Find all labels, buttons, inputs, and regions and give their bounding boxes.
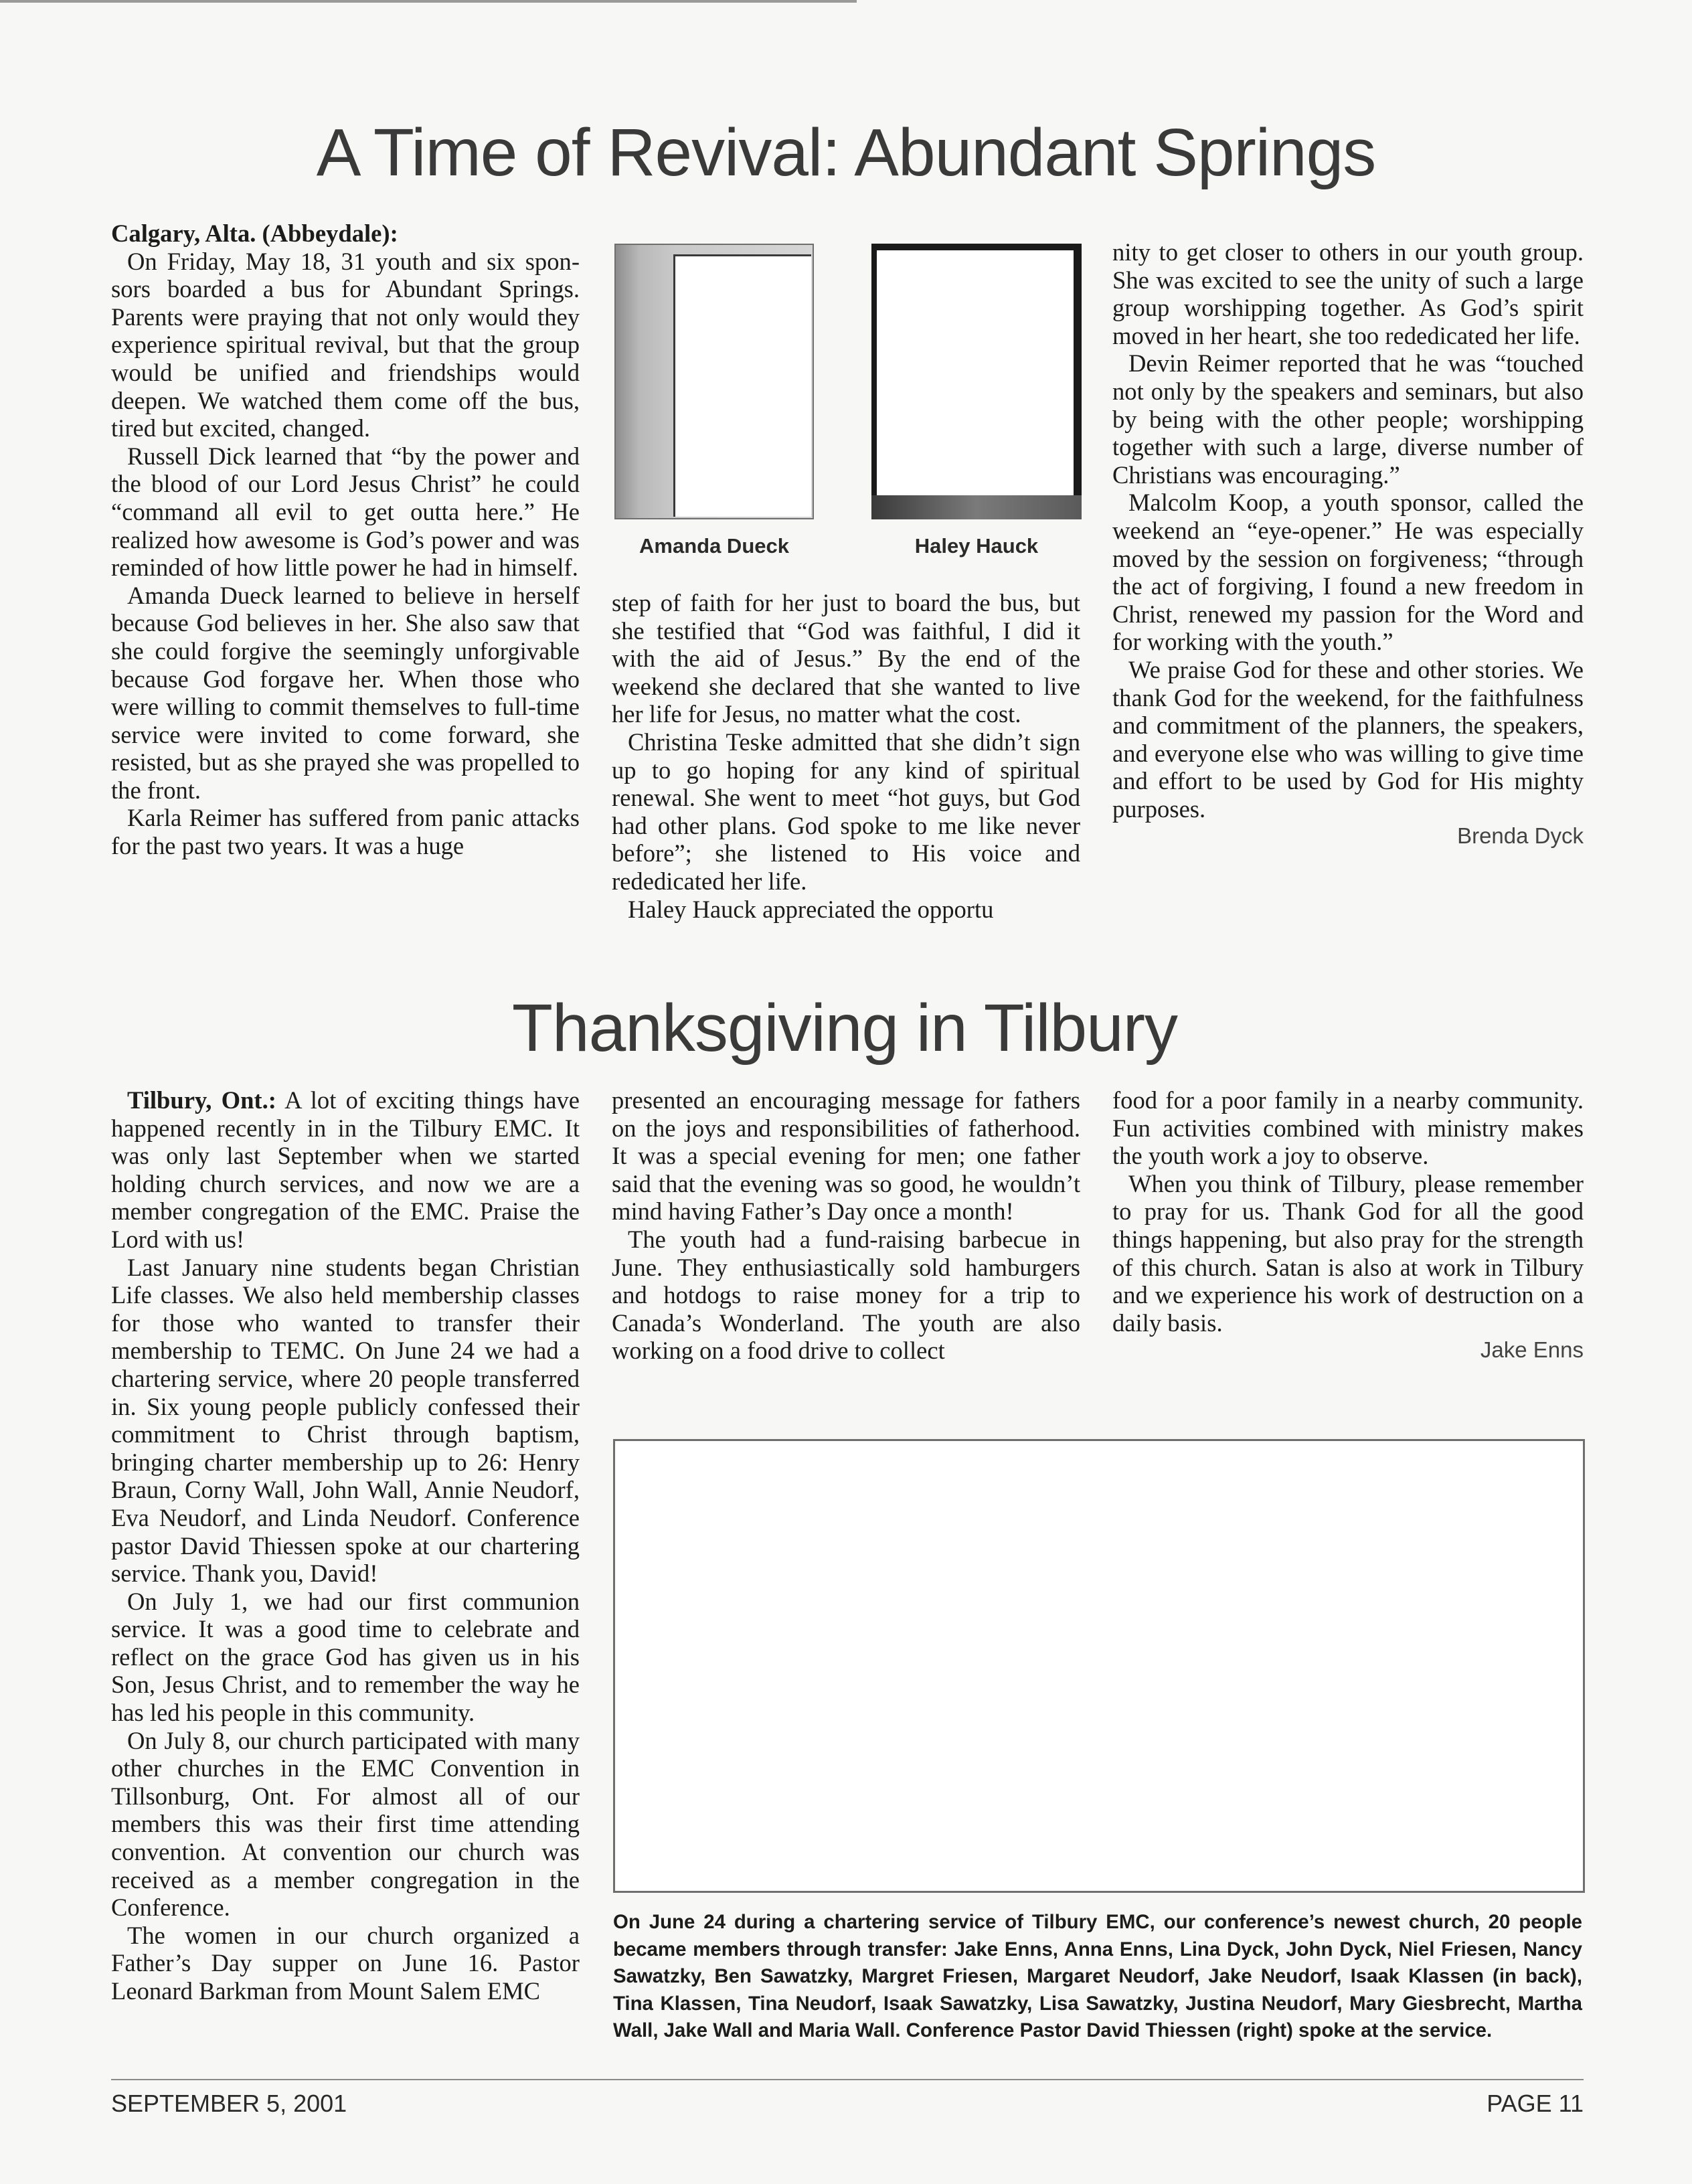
article2-column-2 (612, 1086, 1080, 1365)
article1-column-1 (111, 220, 580, 860)
article1-dateline: Calgary, Alta. (Abbeydale): (111, 220, 398, 247)
article1-byline: Brenda Dyck (1457, 823, 1584, 849)
amanda-dueck-photo (614, 244, 814, 519)
article2-paragraph: On July 1, we had our first communion service. It was a good time to celebrate and reflect on the grace God has given us in his Son, Jesus Christ, and to remember the way he has led his people in this community. (111, 1587, 580, 1727)
footer-page-number: PAGE 11 (1487, 2090, 1584, 2117)
article1-paragraph: Christina Teske admitted that she didn’t sign up to go hoping for any kind of spiritual renewal. She went to meet “hot guys, but God had other plans. God spoke to me like never before”; she listened to His voice and rededicated her life. (612, 728, 1080, 895)
article-headline-tilbury: Thanksgiving in Tilbury (511, 991, 1178, 1066)
article1-paragraph: We praise God for these and other stories. We thank God for the weekend, for the faithfulness and commitment of the planners, the speakers, and everyone else who was willing to give time and effort to be used by God for His mighty purposes. (1112, 655, 1584, 823)
article2-dateline: Tilbury, Ont.: (127, 1086, 276, 1114)
article1-paragraph: Karla Reimer has suffered from panic attacks for the past two years. It was a huge (111, 804, 580, 860)
article1-paragraph: Russell Dick learned that “by the power and the blood of our Lord Jesus Christ” he could “command all evil to get outta here.” He realized how awesome is God’s power and was reminded of how little power he had in himself. (111, 442, 580, 582)
article1-paragraph: Devin Reimer reported that he was “touched not only by the speakers and seminars, but also by being with the other people; worshipping together with such a large, diverse number of Christians was encouraging.” (1112, 349, 1584, 489)
article2-column-1 (111, 1086, 580, 2005)
article1-paragraph: Haley Hauck appreciated the opportu (628, 895, 994, 923)
article2-first-paragraph (111, 1086, 580, 1254)
article2-paragraph: When you think of Tilbury, please remember to pray for us. Thank God for all the good things happening, but also pray for the strength of this church. Satan is also at work in Tilbury and we experience his work of destruction on a daily basis. (1112, 1169, 1584, 1337)
article2-paragraph: Last January nine students began Christian Life classes. We also held membership classes for those who wanted to transfer their membership to TEMC. On June 24 we had a chartering service, where 20 people transferred in. Six young people publicly confessed their commitment to Christ through baptism, bringing charter membership up to 26: Henry Braun, Corny Wall, John Wall, Annie Neudorf, Eva Neudorf, and Linda Neudorf. Conference pastor David Thiessen spoke at our chartering service. Thank you, David! (111, 1253, 580, 1588)
article2-lead-text: A lot of exciting things have happened recently in in the Tilbury EMC. It was only last September when we started holding church services, and now we are a member congregation of the EMC. Praise the Lord with us! (111, 1086, 580, 1253)
article2-column-3 (1112, 1086, 1584, 1363)
article2-paragraph: The women in our church organized a Father’s Day supper on June 16. Pastor Leonard Barkman from Mount Salem EMC (111, 1921, 580, 2005)
chartering-service-group-photo (613, 1439, 1585, 1893)
article2-paragraph: The youth had a fund-raising barbecue in June. They enthusiastically sold hamburgers and hotdogs to raise money for a trip to Canada’s Wonderland. The youth are also working on a food drive to collect (612, 1225, 1080, 1365)
page-top-rule (0, 0, 857, 3)
footer-date: SEPTEMBER 5, 2001 (111, 2090, 347, 2117)
article2-paragraph: On July 8, our church participated with many other churches in the EMC Convention in Tillsonburg, Ont. For almost all of our members this was their first time attending convention. At convention our church was received as a member congregation in the Conference. (111, 1726, 580, 1922)
article1-paragraph: nity to get closer to others in our youth group. She was excited to see the unity of such a large group worshipping together. As God’s spirit moved in her heart, she too rededicated her life. (1112, 238, 1584, 349)
article1-paragraph: On Friday, May 18, 31 youth and six sponsors boarded a bus for Abundant Springs. Parents were praying that not only would they experience spiritual revival, but that the group would be unified and friendships would deepen. We watched them come off the bus, tired but excited, changed. (111, 247, 580, 442)
article1-paragraph: Amanda Dueck learned to believe in herself because God believes in her. She also saw that she could forgive the seemingly unforgivable because God forgave her. When those who were willing to commit themselves to full-time service were invited to come forward, she resisted, but as she prayed she was propelled to the front. (111, 581, 580, 804)
footer-rule (111, 2079, 1584, 2080)
photo-caption-haley: Haley Hauck (914, 534, 1039, 558)
article1-column-3 (1112, 238, 1584, 849)
article-headline-revival: A Time of Revival: Abundant Springs (316, 115, 1376, 190)
photo-caption-amanda: Amanda Dueck (639, 534, 789, 558)
group-photo-caption: On June 24 during a chartering service of Tilbury EMC, our conference’s newest church, 20 people became members through transfer: Jake Enns, Anna Enns, Lina Dyck, John Dyck, Niel Friesen, Nancy Sawatzky, Ben Sawatzky, Margret Friesen, Margaret Neudorf, Jake Neudorf, Isaak Klassen (in back), Tina Klassen, Tina Neudorf, Isaak Sawatzky, Lisa Sawatzky, Justina Neudorf, Mary Giesbrecht, Martha Wall, Jake Wall and Maria Wall. Conference Pastor David Thiessen (right) spoke at the service. (613, 1911, 1582, 2042)
article1-paragraph: Malcolm Koop, a youth sponsor, called the weekend an “eye-opener.” He was especially moved by the session on forgiveness; “through the act of forgiving, I found a new freedom in Christ, renewed my passion for the Word and for working with the youth.” (1112, 489, 1584, 656)
article2-byline: Jake Enns (1480, 1337, 1584, 1363)
article1-column-2 (612, 589, 1080, 923)
article2-paragraph: presented an encouraging message for fathers on the joys and responsibilities of fatherhood. It was a special evening for men; one father said that the evening was so good, he wouldn’t mind having Father’s Day once a month! (612, 1086, 1080, 1226)
article2-paragraph: food for a poor family in a nearby community. Fun activities combined with ministry makes the youth work a joy to observe. (1112, 1086, 1584, 1170)
haley-hauck-photo (871, 244, 1082, 519)
article1-paragraph: step of faith for her just to board the bus, but she testified that “God was faithful, I did it with the aid of Jesus.” By the end of the weekend she declared that she wanted to live her life for Jesus, no matter what the cost. (612, 589, 1080, 728)
